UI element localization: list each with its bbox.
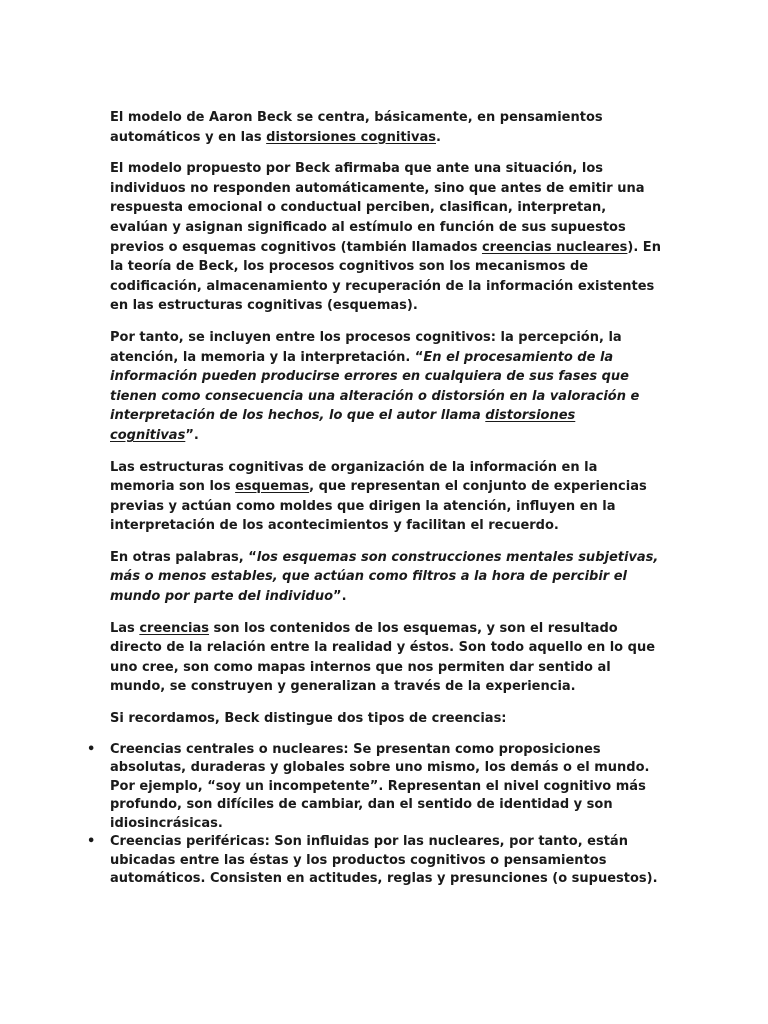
list-item [87,741,662,834]
paragraph-text-end: ). En la teoría de Beck, los procesos cognitivos son los mecanismos de codificación, almacenamiento y recuperación de la información existentes en las estructuras cognitivas (esquemas). [110,239,661,314]
list-item-text: Creencias centrales o nucleares: Se presentan como proposiciones absolutas, duraderas y globales sobre uno mismo, los demás o el mundo. Por ejemplo, “soy un incompetente”. Representan el nivel cognitivo más profundo, son difíciles de cambiar, dan el sentido de identidad y son idiosincrásicas. [110,741,650,831]
link-esquemas[interactable]: esquemas [235,479,310,495]
paragraph-5 [110,548,662,607]
paragraph-text: Por tanto, se incluyen entre los procesos cognitivos: la percepción, la atención, la memoria y la interpretación. “ [110,329,622,365]
paragraph-text-end: ”. [333,589,347,605]
paragraph-text-end: ”. [185,427,199,443]
paragraph-text-end: . [435,129,441,145]
link-creencias-nucleares[interactable]: creencias nucleares [481,239,628,255]
paragraph-text: En otras palabras, “ [110,549,257,565]
paragraph-text-end: , que representan el conjunto de experiencias previas y actúan como moldes que dirigen la atención, influyen en la interpretación de los acontecimientos y facilitan el recuerdo. [110,479,647,534]
beliefs-list [87,741,662,889]
italic-quote: los esquemas son construcciones mentales subjetivas, más o menos estables, que actúan como filtros a la hora de percibir el mundo por parte del individuo [110,549,659,605]
paragraph-4 [110,458,662,536]
paragraph-text: El modelo de Aaron Beck se centra, básicamente, en pensamientos automáticos y en las [110,110,603,145]
bullet-icon: • [87,741,96,757]
paragraph-2 [110,159,662,316]
list-item [87,833,662,889]
paragraph-1 [110,108,662,147]
paragraph-text: El modelo propuesto por Beck afirmaba que ante una situación, los individuos no responden automáticamente, sino que antes de emitir una respuesta emocional o conductual perciben, clasifican, interpretan, evalúan y asignan significado al estímulo en función de sus supuestos previos o esquemas cognitivos (también llamados [110,161,645,255]
link-distorsiones-cognitivas[interactable]: distorsiones cognitivas [266,129,436,145]
paragraph-7: Si recordamos, Beck distingue dos tipos de creencias: [110,711,507,727]
list-item-text: Creencias periféricas: Son influidas por las nucleares, por tanto, están ubicadas entre las éstas y los productos cognitivos o pensamientos automáticos. Consisten en actitudes, reglas y presunciones (o supuestos). [110,834,658,887]
italic-quote: En el procesamiento de la información pueden producirse errores en cualquiera de sus fases que tienen como consecuencia una alteración o distorsión en la valoración e interpretación de los hechos, lo que el autor llama [110,349,640,424]
paragraph-text-end: son los contenidos de los esquemas, y son el resultado directo de la relación entre la realidad y éstos. Son todo aquello en lo que uno cree, son como mapas internos que nos permiten dar sentido al mundo, se construyen y generalizan a través de la experiencia. [110,620,656,695]
paragraph-text: Las [110,620,140,636]
paragraph-6 [110,619,662,697]
link-creencias[interactable]: creencias [139,620,210,636]
document-body [87,108,662,889]
link-distorsiones-cognitivas-2[interactable]: distorsiones cognitivas [110,408,576,443]
paragraph-3 [110,328,662,446]
bullet-icon: • [87,834,96,850]
paragraph-text: Las estructuras cognitivas de organización de la información en la memoria son los [110,459,598,495]
